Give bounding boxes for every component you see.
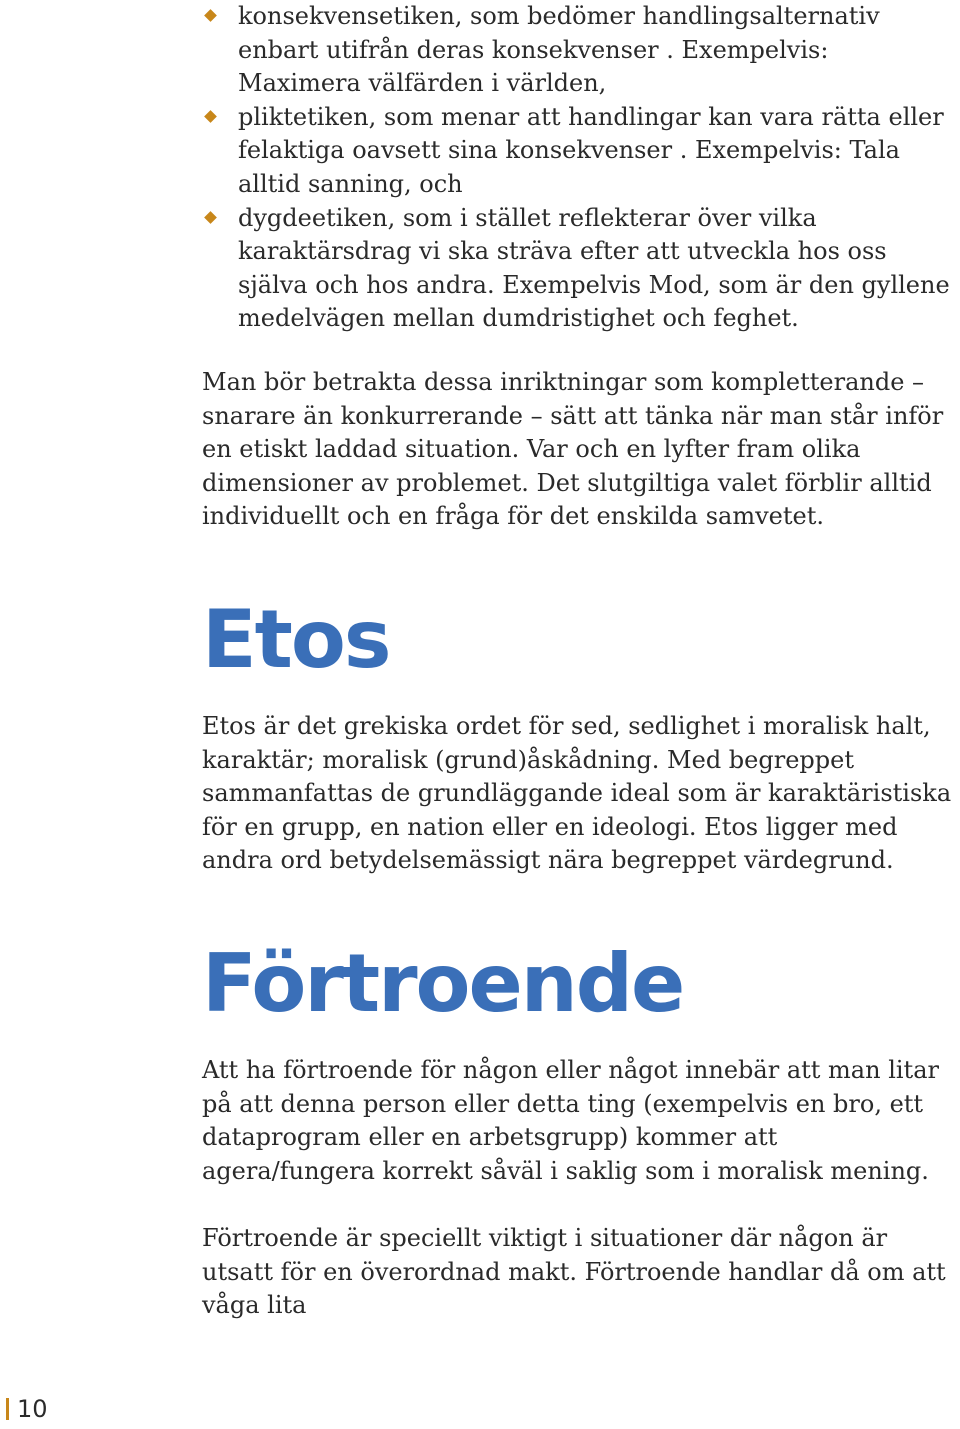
page-number-text: 10: [17, 1395, 48, 1423]
diamond-bullet-icon: [204, 110, 217, 123]
page-number: [6, 1396, 48, 1422]
list-item: [202, 0, 952, 101]
list-item-text: dygdeetiken, som i stället reflekterar över vilka karaktärsdrag vi ska sträva efter att utveckla hos oss själva och hos andra. Exempelvis Mod, som är den gyllene medelvägen mellan dumdristighet och feghet.: [238, 203, 950, 333]
fortroende-heading: Förtroende: [202, 937, 684, 1030]
fortroende-paragraph-1: Att ha förtroende för någon eller något innebär att man litar på att denna person eller detta ting (exempelvis en bro, ett dataprogram eller en arbetsgrupp) kommer att agera/fungera korrekt såväl i saklig som i moralisk mening.: [202, 1056, 939, 1185]
etos-paragraph: Etos är det grekiska ordet för sed, sedlighet i moralisk halt, karaktär; moralisk (grund)åskådning. Med begreppet sammanfattas de grundläggande ideal som är karaktäristiska för en grupp, en nation eller en ideologi. Etos ligger med andra ord betydelsemässigt nära begreppet värdegrund.: [202, 712, 952, 875]
etos-heading: Etos: [202, 593, 390, 686]
diamond-bullet-icon: [204, 211, 217, 224]
list-item-text: pliktetiken, som menar att handlingar kan vara rätta eller felaktiga oavsett sina konsekvenser . Exempelvis: Tala alltid sanning, och: [238, 102, 944, 198]
page-number-marker: [6, 1398, 9, 1420]
list-item-text: konsekvensetiken, som bedömer handlingsalternativ enbart utifrån deras konsekvenser . Exempelvis: Maximera välfärden i världen,: [238, 2, 880, 98]
list-item: [202, 101, 952, 202]
list-item: [202, 202, 952, 336]
intro-paragraph: Man bör betrakta dessa inriktningar som kompletterande – snarare än konkurrerande – sätt att tänka när man står inför en etiskt laddad situation. Var och en lyfter fram olika dimensioner av problemet. Det slutgiltiga valet förblir alltid individuellt och en fråga för det enskilda samvetet.: [202, 368, 944, 531]
fortroende-paragraph-2: Förtroende är speciellt viktigt i situationer där någon är utsatt för en överordnad makt. Förtroende handlar då om att våga lita: [202, 1224, 946, 1320]
ethics-bullet-list: [202, 0, 952, 336]
diamond-bullet-icon: [204, 9, 217, 22]
